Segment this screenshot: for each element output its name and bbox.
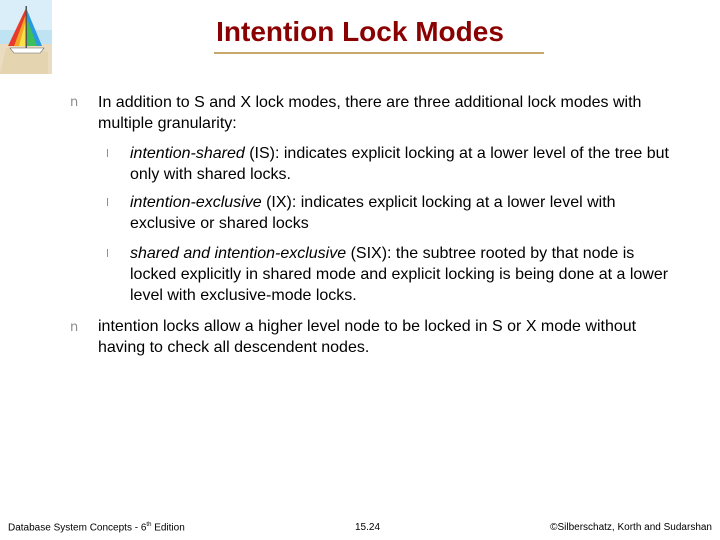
title-underline [214, 52, 544, 54]
footer-book-title-suffix: Edition [151, 522, 185, 534]
bullet-text: intention locks allow a higher level node to be locked in S or X mode without having to check all descendent nodes. [98, 318, 637, 356]
footer-page-number: 15.24 [355, 522, 381, 533]
sub-bullet-is-text: (IS): indicates explicit locking at a lower level of the tree but only with shared locks. [130, 145, 669, 183]
bullet-text: In addition to S and X lock modes, there are three additional lock modes with multiple granularity: [98, 94, 642, 132]
sub-bullet-ix-text: (IX): indicates explicit locking at a lower level with exclusive or shared locks [130, 194, 616, 232]
sub-bullet-six [130, 243, 670, 306]
sub-bullet-marker: l [106, 147, 110, 160]
sub-bullet-marker: l [106, 196, 110, 209]
slide-title: Intention Lock Modes [216, 16, 504, 47]
sub-bullet-marker: l [106, 247, 110, 260]
bullet-marker: n [70, 95, 79, 110]
footer-book-title [8, 522, 185, 533]
bullet-marker: n [70, 320, 79, 335]
term-intention-exclusive: intention-exclusive [130, 194, 262, 211]
term-intention-shared: intention-shared [130, 145, 245, 162]
footer-edition-sup: th [146, 522, 152, 528]
footer-copyright: ©Silberschatz, Korth and Sudarshan [550, 522, 712, 533]
sub-bullet-is [130, 143, 670, 185]
sub-bullet-six-text: (SIX): the subtree rooted by that node is locked explicitly in shared mode and explicit locking is being done at a lower level with exclusive-mode locks. [130, 245, 669, 304]
sub-bullet-ix [130, 192, 670, 234]
footer-book-title-prefix: Database System Concepts - 6 [8, 522, 147, 534]
term-shared-intention-exclusive: shared and intention-exclusive [130, 245, 347, 262]
